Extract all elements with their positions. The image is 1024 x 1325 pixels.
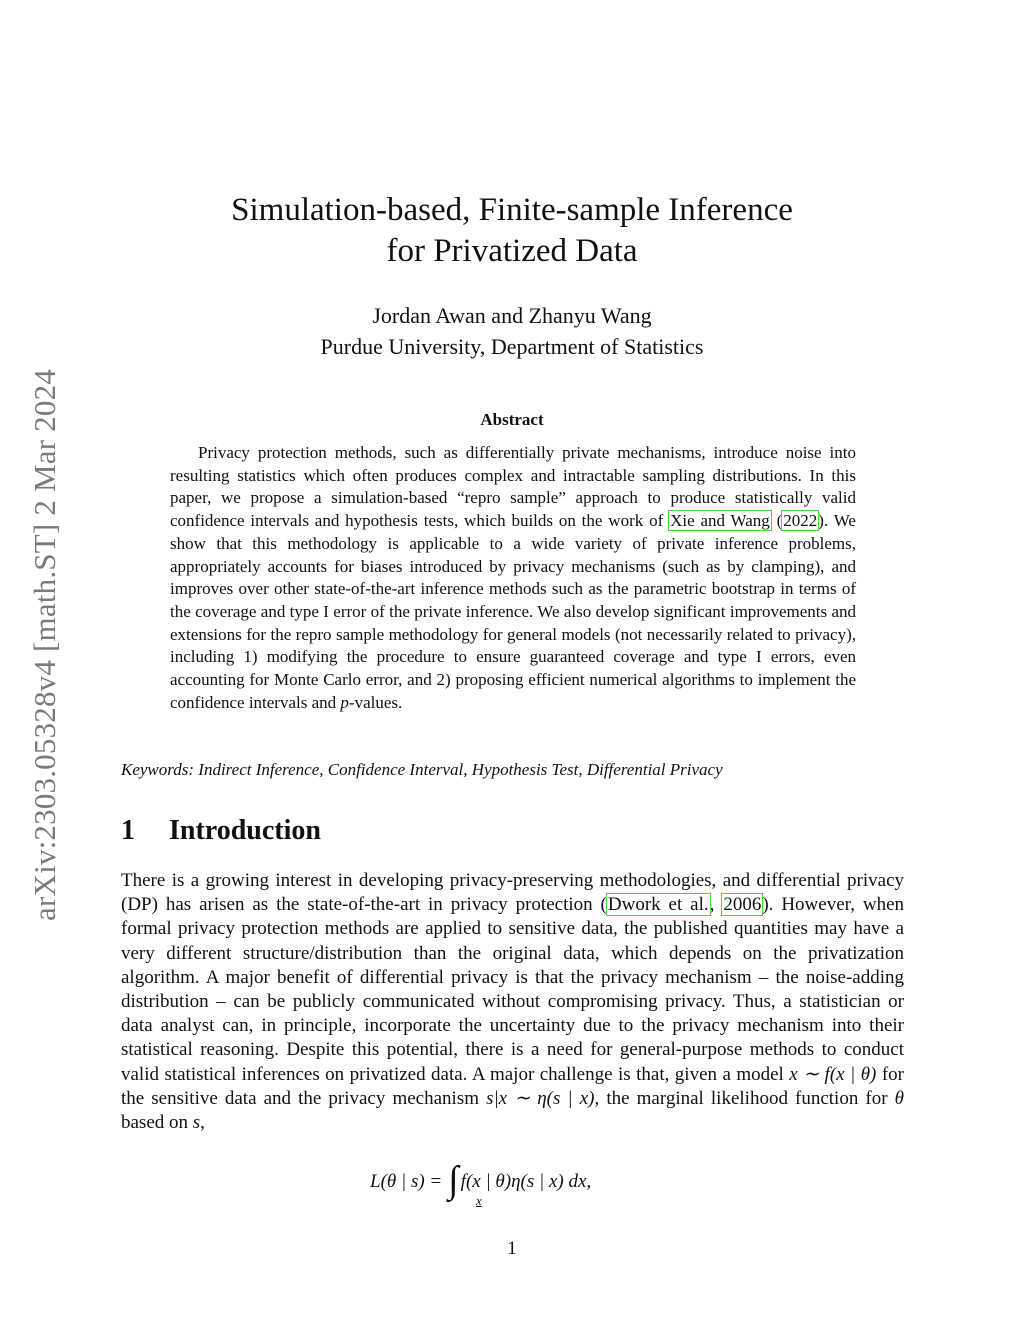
intro-text-1: There is a growing interest in developing privacy-preserving methodologies, and differential privacy (DP) has arisen as the state-of-the-art in privacy protection ( — [121, 870, 904, 916]
math-theta: θ — [894, 1087, 904, 1109]
intro-text-2: ). However, when formal privacy protection methods are applied to sensitive data, the published quantities may have a very different structure/distribution than the original data, which depends on the privatization algorithm. A major benefit of differential privacy is that the privacy mechanism – the noise-adding distribution – can be publicly communicated without compromising privacy. Thus, a statistician or data analyst can, in principle, incorporate the uncertainty due to the privacy mechanism into their statistical reasoning. Despite this potential, there is a need for general-purpose methods to conduct valid statistical inferences on privatized data. A major challenge is that, given a model — [121, 894, 905, 1085]
author-names: Jordan Awan and Zhanyu Wang — [372, 303, 652, 328]
title-line-1: Simulation-based, Finite-sample Inference — [231, 192, 793, 228]
equation-lhs: L(θ | s) = — [370, 1171, 443, 1192]
affiliation: Purdue University, Department of Statistics — [320, 334, 704, 359]
citation-separator: , — [709, 894, 723, 916]
author-block — [150, 300, 874, 362]
keywords-line: Keywords: Indirect Inference, Confidence Interval, Hypothesis Test, Differential Privacy — [121, 760, 723, 779]
intro-text-6: , — [200, 1112, 205, 1134]
math-s: s — [192, 1112, 201, 1134]
section-title: Introduction — [169, 815, 321, 846]
arxiv-identifier-stamp: arXiv:2303.05328v4 [math.ST] 2 Mar 2024 — [27, 369, 62, 921]
paper-title — [150, 190, 874, 272]
citation-link-dwork[interactable]: Dwork et al. — [607, 894, 709, 916]
citation-link-dwork-year[interactable]: 2006 — [723, 894, 762, 916]
abstract-body: Privacy protection methods, such as differentially private mechanisms, introduce noise into resulting statistics which often produces complex and intractable sampling distributions. In this paper, we propose a simulation-based “repro sample” approach to produce statistically valid confidence intervals and hypothesis tests, which builds on the work of Xie and Wang (2022). We show that this methodology is applicable to a wide variety of private inference problems, appropriately accounts for biases introduced by privacy mechanisms (such as by clamping), and improves over other state-of-the-art inference methods such as the parametric bootstrap in terms of the coverage and type I error of the private inference. We also develop significant improvements and extensions for the repro sample methodology for general models (not necessarily related to privacy), including 1) modifying the procedure to ensure guaranteed coverage and type I errors, even accounting for Monte Carlo error, and 2) proposing efficient numerical algorithms to implement the confidence intervals and p-values. — [170, 443, 856, 712]
intro-text-3: for the sensitive data and the privacy mechanism — [121, 1063, 904, 1109]
math-model: x ∼ f(x | θ) — [789, 1063, 877, 1085]
citation-link-xie-wang-year[interactable]: 2022 — [783, 511, 818, 531]
integral-sign: ∫ — [448, 1159, 459, 1201]
p-value-symbol: p — [340, 692, 349, 712]
equation-rhs: f(x | θ)η(s | x) dx, — [460, 1171, 592, 1192]
introduction-paragraph — [121, 869, 904, 1135]
abstract-text-3: -values. — [348, 692, 403, 712]
section-heading-introduction — [121, 815, 321, 847]
title-line-2: for Privatized Data — [386, 233, 638, 269]
intro-text-5: based on — [121, 1112, 193, 1134]
section-number: 1 — [121, 815, 135, 846]
abstract-text-2: . We show that this methodology is applicable to a wide variety of private inference problems, appropriately accounts for biases introduced by privacy mechanisms (such as by clamping), and improves over other state-of-the-art inference methods such as the parametric bootstrap in terms of the coverage and type I error of the private inference. We also develop significant improvements and extensions for the repro sample methodology for general models (not necessarily related to privacy), including 1) modifying the procedure to ensure guaranteed coverage and type I errors, even accounting for Monte Carlo error, and 2) proposing efficient numerical algorithms to implement the confidence intervals and — [170, 511, 856, 712]
math-mechanism: s|x ∼ η(s | x) — [486, 1087, 595, 1109]
abstract-heading: Abstract — [480, 410, 544, 429]
abstract-text-1: Privacy protection methods, such as differentially private mechanisms, introduce noise into resulting statistics which often produces complex and intractable sampling distributions. In this paper, we propose a simulation-based “repro sample” approach to produce statistically valid confidence intervals and hypothesis tests, which builds on the work of — [170, 443, 856, 531]
intro-text-4: , the marginal likelihood function for — [594, 1087, 895, 1109]
page-number: 1 — [507, 1238, 517, 1259]
integral-subscript: x — [476, 1193, 482, 1208]
citation-link-xie-wang[interactable]: Xie and Wang — [670, 511, 770, 531]
